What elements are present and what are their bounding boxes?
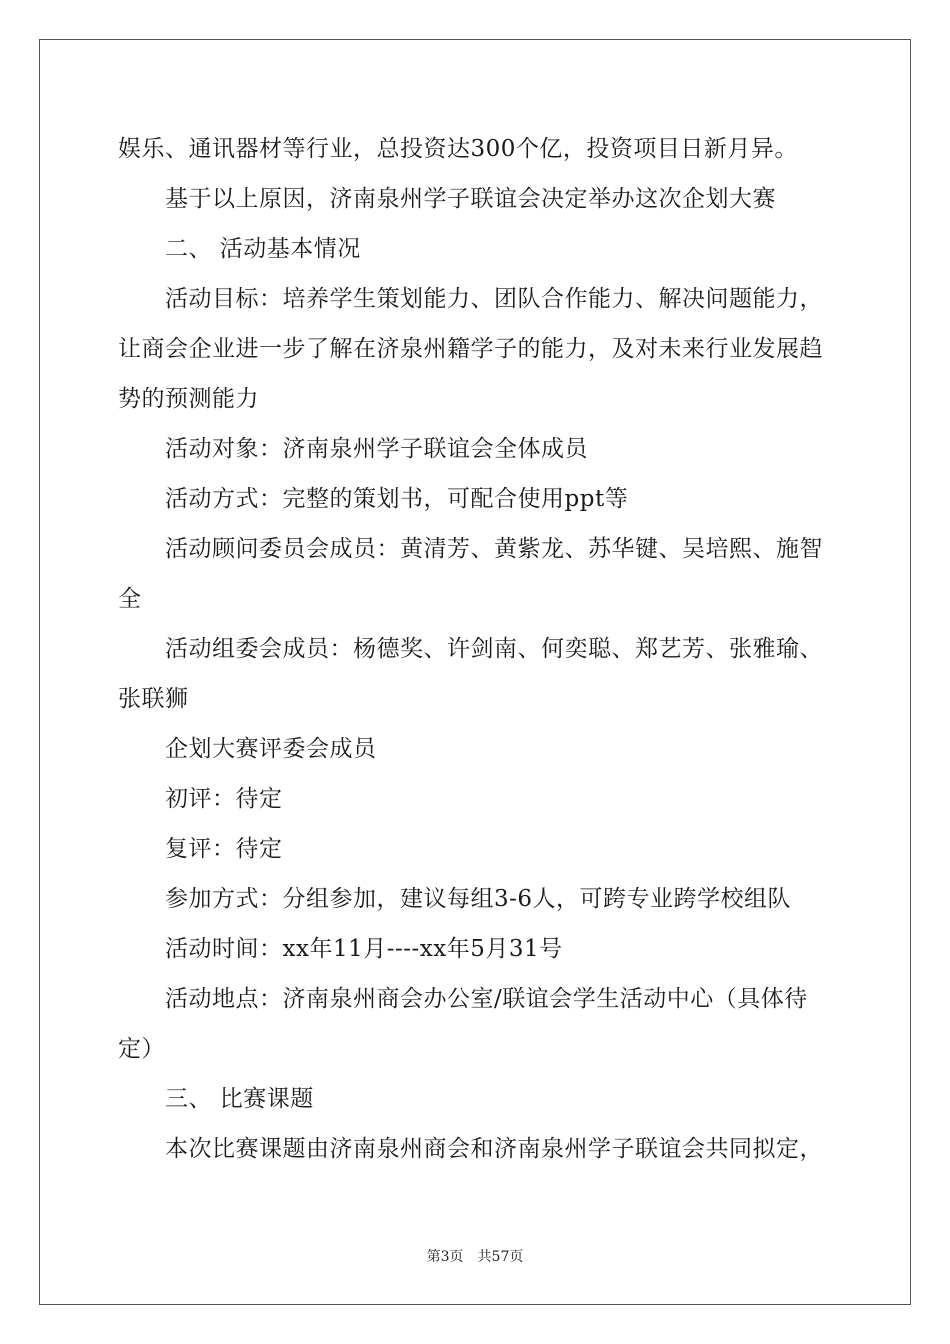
document-body bbox=[118, 124, 834, 1174]
text-line: 全 bbox=[118, 586, 142, 612]
text-line: 让商会企业进一步了解在济泉州籍学子的能力，及对未来行业发展趋 bbox=[118, 336, 823, 362]
text-line: 本次比赛课题由济南泉州商会和济南泉州学子联谊会共同拟定， bbox=[165, 1136, 823, 1162]
text-line: 活动组委会成员：杨德奖、许剑南、何奕聪、郑艺芳、张雅瑜、 bbox=[165, 636, 823, 662]
page-footer bbox=[0, 1248, 950, 1266]
text-line: 活动对象：济南泉州学子联谊会全体成员 bbox=[165, 436, 588, 462]
text-line: 参加方式：分组参加，建议每组3-6人，可跨专业跨学校组队 bbox=[165, 886, 792, 912]
text-line: 活动方式：完整的策划书，可配合使用ppt等 bbox=[165, 486, 629, 512]
text-line: 企划大赛评委会成员 bbox=[165, 736, 377, 762]
text-line: 活动目标：培养学生策划能力、团队合作能力、解决问题能力， bbox=[165, 286, 823, 312]
text-line: 三、 比赛课题 bbox=[165, 1086, 314, 1112]
text-line: 初评：待定 bbox=[165, 786, 283, 812]
text-line: 娱乐、通讯器材等行业，总投资达300个亿，投资项目日新月异。 bbox=[118, 136, 798, 162]
text-line: 张联狮 bbox=[118, 686, 189, 712]
text-line: 活动时间：xx年11月----xx年5月31号 bbox=[165, 936, 563, 962]
text-line: 定） bbox=[118, 1036, 165, 1062]
text-line: 势的预测能力 bbox=[118, 386, 259, 412]
text-line: 复评：待定 bbox=[165, 836, 283, 862]
text-line: 基于以上原因，济南泉州学子联谊会决定举办这次企划大赛 bbox=[165, 186, 776, 212]
page-total: 共57页 bbox=[477, 1249, 524, 1265]
page-number: 第3页 bbox=[426, 1249, 464, 1265]
text-line: 活动顾问委员会成员：黄清芳、黄紫龙、苏华键、吴培熙、施智 bbox=[165, 536, 823, 562]
text-line: 活动地点：济南泉州商会办公室/联谊会学生活动中心（具体待 bbox=[165, 986, 808, 1012]
text-line: 二、 活动基本情况 bbox=[165, 236, 361, 262]
